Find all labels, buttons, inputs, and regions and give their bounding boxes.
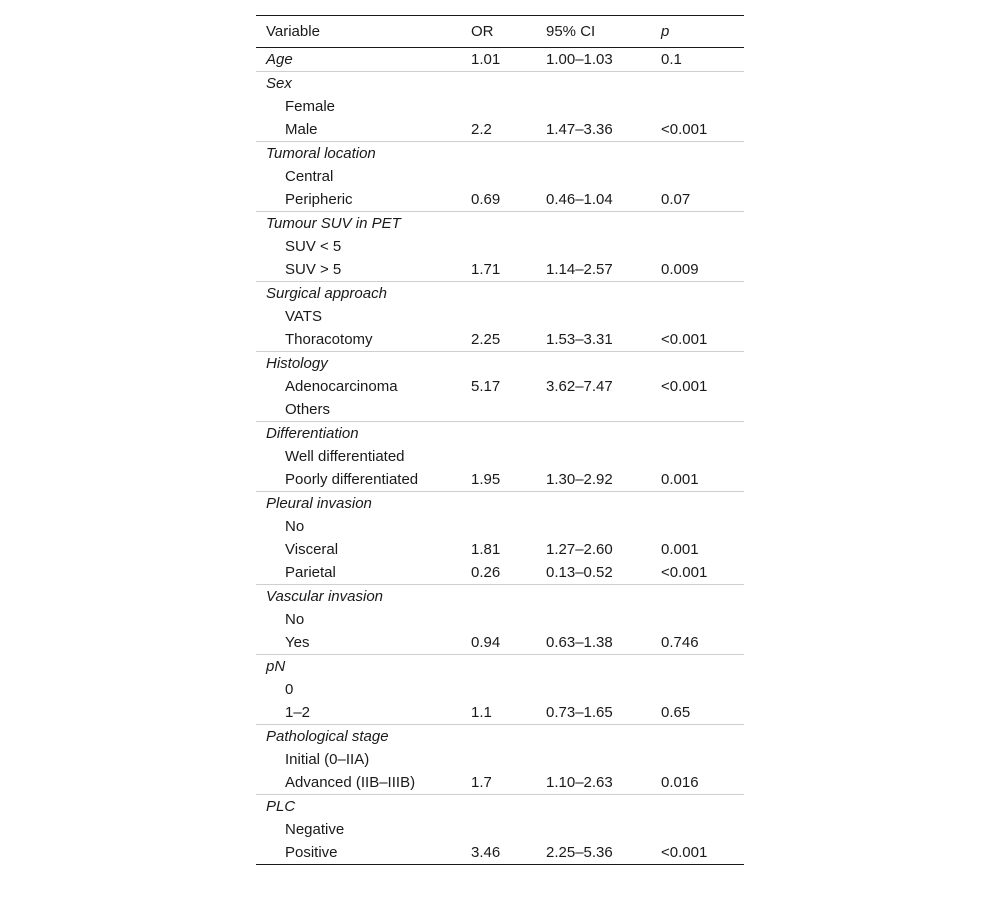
row-subcategory-label: Adenocarcinoma — [285, 378, 398, 395]
header-or: OR — [471, 23, 494, 40]
row-confidence-interval — [536, 282, 651, 306]
table-row — [256, 841, 744, 865]
row-odds-ratio: 0.26 — [471, 564, 501, 581]
header-row — [256, 16, 744, 48]
row-category-label: Vascular invasion — [256, 585, 461, 609]
row-confidence-interval — [536, 445, 651, 468]
table-row — [256, 725, 744, 749]
table-row — [256, 492, 744, 516]
row-category-label: Pleural invasion — [256, 492, 461, 516]
table-row — [256, 258, 744, 282]
table-row — [256, 305, 744, 328]
row-p-value — [651, 422, 744, 446]
table-row — [256, 585, 744, 609]
row-confidence-interval: 0.46–1.04 — [546, 191, 613, 208]
row-odds-ratio: 5.17 — [471, 378, 501, 395]
row-confidence-interval: 1.53–3.31 — [546, 331, 613, 348]
row-p-value — [651, 398, 744, 422]
table-row — [256, 468, 744, 492]
row-subcategory-label: Negative — [285, 821, 345, 838]
table-row — [256, 235, 744, 258]
row-p-value — [651, 492, 744, 516]
row-subcategory-label: No — [285, 611, 305, 628]
row-p-value: 0.009 — [661, 261, 699, 278]
row-subcategory-label: Female — [285, 98, 336, 115]
row-confidence-interval — [536, 795, 651, 819]
row-p-value — [651, 212, 744, 236]
row-odds-ratio — [461, 95, 536, 118]
row-odds-ratio — [461, 678, 536, 701]
row-p-value — [651, 585, 744, 609]
row-p-value: <0.001 — [661, 564, 708, 581]
row-confidence-interval — [536, 818, 651, 841]
table-row — [256, 748, 744, 771]
row-category-label: Tumour SUV in PET — [256, 212, 461, 236]
row-category-label: Pathological stage — [256, 725, 461, 749]
row-p-value: 0.016 — [661, 774, 699, 791]
row-confidence-interval: 1.27–2.60 — [546, 541, 613, 558]
row-odds-ratio: 1.7 — [471, 774, 492, 791]
row-subcategory-label: Poorly differentiated — [285, 471, 419, 488]
row-p-value: <0.001 — [651, 841, 744, 865]
row-odds-ratio — [461, 305, 536, 328]
row-p-value — [651, 165, 744, 188]
row-confidence-interval — [536, 398, 651, 422]
row-p-value — [651, 795, 744, 819]
row-odds-ratio — [461, 352, 536, 376]
row-confidence-interval — [536, 422, 651, 446]
row-odds-ratio — [461, 515, 536, 538]
table-row — [256, 212, 744, 236]
row-p-value: <0.001 — [661, 331, 708, 348]
table-row — [256, 352, 744, 376]
row-p-value — [651, 142, 744, 166]
table-row — [256, 538, 744, 561]
row-confidence-interval — [536, 492, 651, 516]
row-odds-ratio — [461, 72, 536, 96]
row-odds-ratio: 0.94 — [471, 634, 501, 651]
row-odds-ratio — [461, 655, 536, 679]
row-p-value: 0.746 — [661, 634, 699, 651]
row-confidence-interval: 2.25–5.36 — [536, 841, 651, 865]
results-table-container — [256, 15, 744, 865]
row-category-label: Differentiation — [256, 422, 461, 446]
row-confidence-interval — [536, 585, 651, 609]
row-p-value — [651, 608, 744, 631]
row-subcategory-label: Well differentiated — [285, 448, 405, 465]
row-subcategory-label: SUV > 5 — [285, 261, 342, 278]
row-odds-ratio — [461, 235, 536, 258]
row-category-label: PLC — [256, 795, 461, 819]
row-odds-ratio — [461, 212, 536, 236]
row-subcategory-label: 1–2 — [285, 704, 311, 721]
header-variable: Variable — [266, 23, 320, 40]
row-confidence-interval — [536, 748, 651, 771]
row-confidence-interval — [536, 305, 651, 328]
header-ci: 95% CI — [546, 23, 596, 40]
row-odds-ratio: 0.69 — [471, 191, 501, 208]
row-p-value: <0.001 — [661, 121, 708, 138]
row-subcategory-label: Central — [285, 168, 334, 185]
table-row — [256, 795, 744, 819]
row-odds-ratio: 1.81 — [471, 541, 501, 558]
row-odds-ratio — [461, 795, 536, 819]
row-odds-ratio: 3.46 — [461, 841, 536, 865]
row-confidence-interval — [536, 235, 651, 258]
row-p-value — [651, 655, 744, 679]
row-subcategory-label: Thoracotomy — [285, 331, 373, 348]
table-row — [256, 678, 744, 701]
row-p-value — [651, 305, 744, 328]
row-subcategory-label: VATS — [285, 308, 322, 325]
row-p-value — [651, 72, 744, 96]
table-row — [256, 701, 744, 725]
row-odds-ratio: 2.2 — [471, 121, 492, 138]
row-odds-ratio — [461, 585, 536, 609]
table-row — [256, 445, 744, 468]
row-category-label: Surgical approach — [256, 282, 461, 306]
table-row — [256, 142, 744, 166]
table-row — [256, 95, 744, 118]
table-row — [256, 655, 744, 679]
row-confidence-interval: 0.63–1.38 — [546, 634, 613, 651]
row-category-label: pN — [256, 655, 461, 679]
row-subcategory-label: No — [285, 518, 305, 535]
table-row — [256, 608, 744, 631]
row-odds-ratio — [461, 422, 536, 446]
row-confidence-interval: 1.30–2.92 — [546, 471, 613, 488]
row-subcategory-label: Peripheric — [285, 191, 353, 208]
row-odds-ratio — [461, 748, 536, 771]
row-confidence-interval — [536, 165, 651, 188]
row-confidence-interval — [536, 678, 651, 701]
row-confidence-interval — [536, 352, 651, 376]
row-confidence-interval — [536, 72, 651, 96]
row-category-label: Histology — [256, 352, 461, 376]
row-confidence-interval — [536, 655, 651, 679]
row-odds-ratio — [461, 492, 536, 516]
row-p-value: 0.1 — [661, 51, 682, 68]
row-p-value — [651, 95, 744, 118]
table-row — [256, 422, 744, 446]
row-p-value: 0.07 — [661, 191, 691, 208]
row-odds-ratio — [461, 282, 536, 306]
table-row — [256, 771, 744, 795]
row-confidence-interval: 1.47–3.36 — [546, 121, 613, 138]
row-odds-ratio — [461, 445, 536, 468]
row-subcategory-label: 0 — [285, 681, 294, 698]
row-p-value: 0.001 — [661, 471, 699, 488]
row-odds-ratio: 1.95 — [471, 471, 501, 488]
table-body — [256, 48, 744, 865]
row-odds-ratio — [461, 142, 536, 166]
row-confidence-interval — [536, 725, 651, 749]
row-category-label: Sex — [256, 72, 461, 96]
row-category-label: Age — [266, 51, 293, 68]
row-subcategory-label: Positive — [256, 841, 461, 865]
table-row — [256, 328, 744, 352]
row-subcategory-label: Male — [285, 121, 318, 138]
table-row — [256, 165, 744, 188]
row-odds-ratio — [461, 398, 536, 422]
table-row — [256, 561, 744, 585]
row-p-value — [651, 235, 744, 258]
row-subcategory-label: Visceral — [285, 541, 339, 558]
row-odds-ratio: 1.1 — [471, 704, 492, 721]
row-p-value — [651, 282, 744, 306]
table-row — [256, 398, 744, 422]
row-p-value — [651, 352, 744, 376]
row-odds-ratio: 2.25 — [471, 331, 501, 348]
header-p-value: p — [661, 23, 670, 40]
row-subcategory-label: Parietal — [285, 564, 336, 581]
table-row — [256, 818, 744, 841]
row-confidence-interval: 1.00–1.03 — [546, 51, 613, 68]
row-subcategory-label: Advanced (IIB–IIIB) — [285, 774, 416, 791]
row-confidence-interval — [536, 142, 651, 166]
row-odds-ratio: 1.01 — [471, 51, 501, 68]
row-odds-ratio — [461, 165, 536, 188]
row-p-value: 0.65 — [661, 704, 691, 721]
table-row — [256, 282, 744, 306]
row-subcategory-label: Others — [285, 401, 331, 418]
row-p-value — [651, 725, 744, 749]
table-row — [256, 72, 744, 96]
table-row — [256, 118, 744, 142]
row-category-label: Tumoral location — [256, 142, 461, 166]
row-odds-ratio: 1.71 — [471, 261, 501, 278]
row-confidence-interval: 0.13–0.52 — [546, 564, 613, 581]
row-confidence-interval: 1.10–2.63 — [546, 774, 613, 791]
row-confidence-interval: 3.62–7.47 — [546, 378, 613, 395]
row-confidence-interval — [536, 608, 651, 631]
table-row — [256, 515, 744, 538]
row-confidence-interval — [536, 515, 651, 538]
row-p-value — [651, 748, 744, 771]
row-p-value — [651, 818, 744, 841]
row-confidence-interval: 1.14–2.57 — [546, 261, 613, 278]
odds-ratio-table — [256, 15, 744, 865]
row-p-value: <0.001 — [661, 378, 708, 395]
row-odds-ratio — [461, 818, 536, 841]
row-p-value — [651, 445, 744, 468]
row-p-value — [651, 678, 744, 701]
row-p-value — [651, 515, 744, 538]
table-row — [256, 631, 744, 655]
row-confidence-interval — [536, 95, 651, 118]
row-p-value: 0.001 — [661, 541, 699, 558]
table-row — [256, 188, 744, 212]
table-row — [256, 375, 744, 398]
table-row — [256, 48, 744, 72]
row-confidence-interval: 0.73–1.65 — [546, 704, 613, 721]
row-subcategory-label: SUV < 5 — [285, 238, 342, 255]
row-subcategory-label: Initial (0–IIA) — [285, 751, 370, 768]
row-odds-ratio — [461, 608, 536, 631]
row-confidence-interval — [536, 212, 651, 236]
row-odds-ratio — [461, 725, 536, 749]
table-header — [256, 16, 744, 48]
row-subcategory-label: Yes — [285, 634, 310, 651]
